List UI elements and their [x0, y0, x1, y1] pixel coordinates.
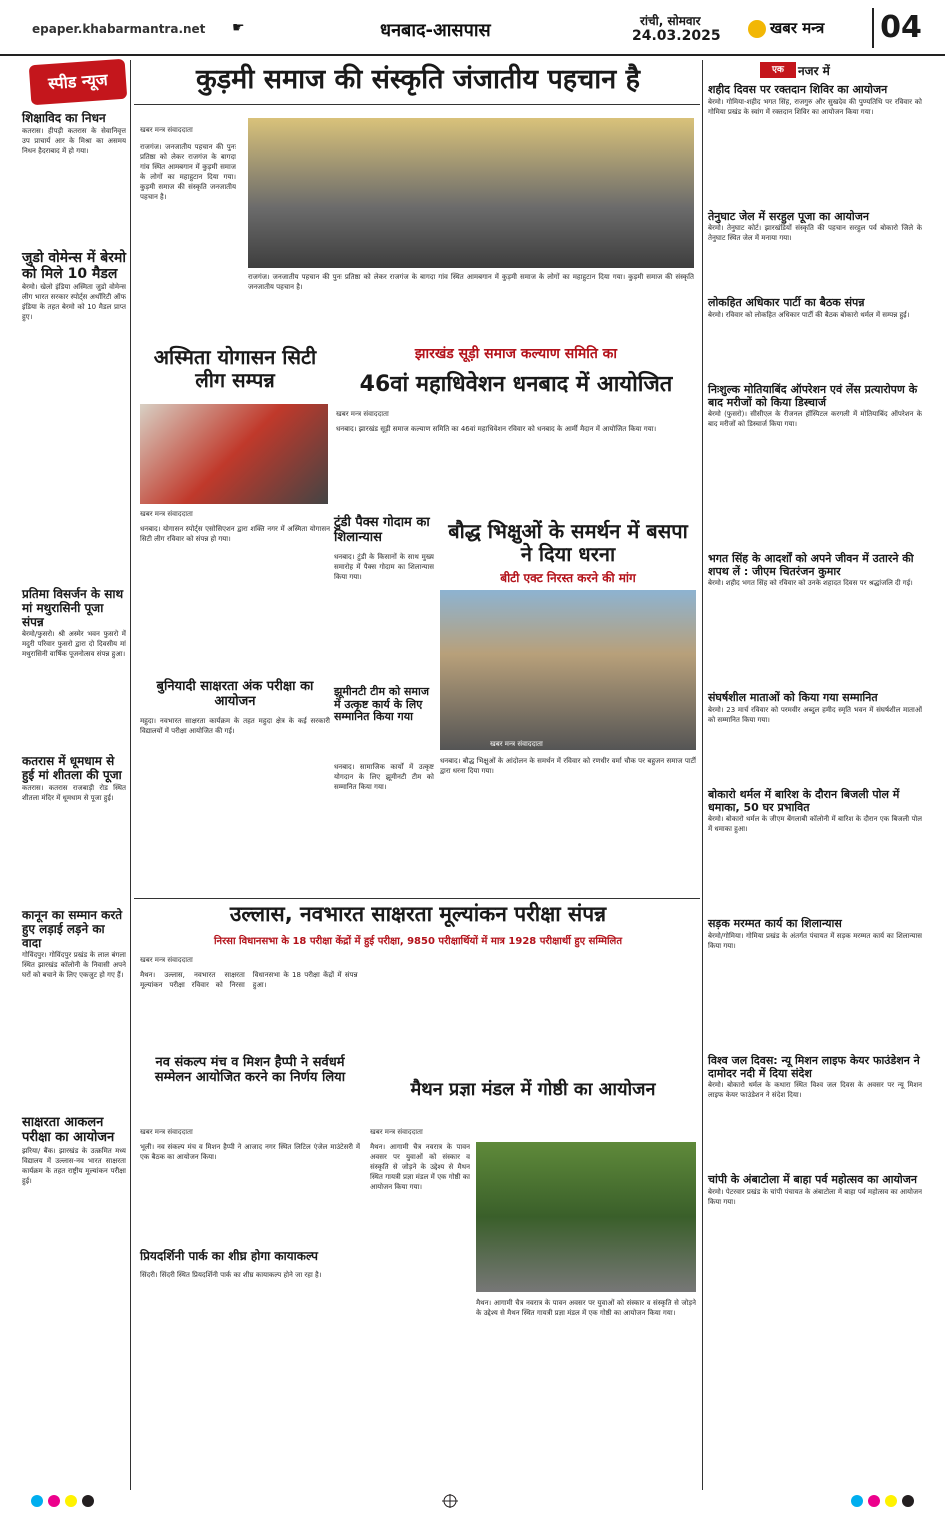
- byline: खबर मन्त्र संवाददाता: [370, 1128, 423, 1136]
- news-title: संघर्षशील माताओं को किया गया सम्मानित: [708, 691, 878, 705]
- news-title: तेनुघाट जेल में सरहुल पूजा का आयोजन: [708, 209, 869, 223]
- headline-team-honour: झूमीनटी टीम को समाज में उत्कृष्ट कार्य के लिए सम्मानित किया गया: [334, 685, 430, 724]
- column-rule: [130, 60, 131, 1490]
- news-title: भगत सिंह के आदर्शों को अपने जीवन में उतारने की शपथ लें : जीएम चितरंजन कुमार: [708, 552, 914, 578]
- pointer-icon: ☛: [232, 20, 245, 36]
- news-item: [708, 384, 922, 549]
- byline: खबर मन्त्र संवाददाता: [490, 740, 543, 748]
- news-item: [708, 211, 922, 294]
- news-body: बेरमो। बोकारो थर्मल के कथारा स्थित विश्व जल दिवस के अवसर पर न्यू मिशन लाइफ केयर फाउंडेशन ने संदेश दिया।: [708, 1081, 922, 1100]
- article-maithan-body: मैथन। आगामी चैत्र नवरात्र के पावन अवसर पर युवाओं को संस्कार व संस्कृति से जोड़ने के उद्देश्य से मैथन स्थित गायत्री प्रज्ञा मंडल में एक गोष्ठी का आयोजन किया गया।: [370, 1143, 470, 1191]
- news-item: [22, 250, 126, 582]
- news-body: बेरमो। तेनुघाट कोर्ट। झारखंडियों संस्कृति की पहचान सरहुल पर्व बोकारो जिले के तेनुघाट स्थित जेल में मनाया गया।: [708, 224, 922, 243]
- speed-news-badge: स्पीड न्यूज: [29, 59, 128, 106]
- news-body: बेरमो। रविवार को लोकहित अधिकार पार्टी की बैठक बोकारो थर्मल में सम्पन्न हुई।: [708, 310, 910, 319]
- right-news-list: [708, 84, 922, 1277]
- news-item: [708, 1174, 922, 1277]
- news-body: बेरमो/गोमिया। गोमिया प्रखंड के अंतर्गत पंचायत में सड़क मरम्मत कार्य का शिलान्यास किया गया।: [708, 932, 922, 951]
- news-body: बेरमो (फुसरो)। सीसीएल के रीजनल हॉस्पिटल करगली में मोतियाबिंद ऑपरेशन के बाद मरीजों को डिस्चार्ज किया गया।: [708, 410, 922, 429]
- left-news-list: [22, 112, 126, 1446]
- rule: [134, 104, 700, 105]
- article-kudmi-continued: राजगंज। जनजातीय पहचान की पुनः प्रतिष्ठा को लेकर राजगंज के बागदा गांव स्थित आमबगान में कुड़मी समाज के लोगों का महाहुटान दिया गया। कुड़मी समाज की संस्कृति जनजातीय पहचान है।: [248, 273, 694, 291]
- news-title: प्रतिमा विसर्जन के साथ मां मथुरासिनी पूजा संपन्न: [22, 586, 124, 629]
- article-godown-body: धनबाद। टुंडी के किसानों के साथ मुख्य समारोह में पैक्स गोदाम का शिलान्यास किया गया।: [334, 553, 434, 581]
- epaper-url[interactable]: epaper.khabarmantra.net: [32, 22, 206, 36]
- photo-dharna: [440, 590, 696, 750]
- news-body: बेरमो। शहीद भगत सिंह को रविवार को उनके शहादत दिवस पर श्रद्धांजलि दी गई।: [708, 579, 913, 588]
- news-body: बेरमो/फुसरो। श्री अस्मेर भवन फुसरो में मदुरी परिवार फुसरो द्वारा दो दिवसीय मां मथुरासिनी वार्षिक पूजनोत्सव संपन्न हुआ।: [22, 630, 126, 659]
- article-team-body: धनबाद। सामाजिक कार्यों में उत्कृष्ट योगदान के लिए झूमीनटी टीम को सम्मानित किया गया।: [334, 763, 434, 791]
- article-kudmi-body: राजगंज। जनजातीय पहचान की पुनः प्रतिष्ठा को लेकर राजगंज के बागदा गांव स्थित आमबगान में कुड़मी समाज के लोगों का महाहुटान दिया गया। कुड़मी समाज की संस्कृति जनजातीय पहचान है।: [140, 143, 236, 201]
- news-item: [22, 755, 126, 903]
- news-item: [22, 1116, 126, 1446]
- edition-date: 24.03.2025: [632, 28, 721, 44]
- news-item: [22, 588, 126, 749]
- ek-najar-label: नजर में: [798, 64, 830, 78]
- headline-maithan: मैथन प्रज्ञा मंडल में गोष्ठी का आयोजन: [410, 1079, 656, 1100]
- brand-logo-icon: [748, 20, 766, 38]
- news-title: जुडो वोमेन्स में बेरमो को मिले 10 मैडल: [22, 249, 126, 282]
- news-title: साक्षरता आकलन परीक्षा का आयोजन: [22, 1115, 115, 1146]
- news-title: सड़क मरम्मत कार्य का शिलान्यास: [708, 917, 842, 931]
- headline-yoga: अस्मिता योगासन सिटी लीग सम्पन्न: [153, 345, 317, 392]
- section-title: धनबाद-आसपास: [380, 20, 491, 41]
- news-item: [708, 918, 922, 1051]
- news-title: शहीद दिवस पर रक्तदान शिविर का आयोजन: [708, 83, 888, 96]
- subhead-bt-act: बीटी एक्ट निरस्त करने की मांग: [500, 571, 636, 585]
- news-body: कतरास। कतरास राजबाड़ी रोड स्थित शीतला मंदिर में धूमधाम से पूजा हुई।: [22, 783, 126, 802]
- subhead-ullas: निरसा विधानसभा के 18 परीक्षा केंद्रों में हुई परीक्षा, 9850 परीक्षार्थियों में मात्र 1928 परीक्षार्थी हुए सम्मिलित: [213, 936, 623, 947]
- article-maithan-continued: मैथन। आगामी चैत्र नवरात्र के पावन अवसर पर युवाओं को संस्कार व संस्कृति से जोड़ने के उद्देश्य से मैथन स्थित गायत्री प्रज्ञा मंडल में एक गोष्ठी का आयोजन किया गया।: [476, 1299, 696, 1317]
- article-sarvadharm-body: भूली। नव संकल्प मंच व मिशन हैप्पी ने आजाद नगर स्थित लिटिल एंजेल माउंटेसरी में एक बैठक का आयोजन किया।: [140, 1143, 360, 1161]
- news-item: [22, 112, 126, 244]
- edition-place: रांची, सोमवार: [640, 14, 701, 28]
- headline-sarvadharm: नव संकल्प मंच व मिशन हैप्पी ने सर्वधर्म सम्मेलन आयोजित करने का निर्णय लिया: [154, 1055, 346, 1085]
- byline: खबर मन्त्र संवाददाता: [140, 126, 193, 134]
- article-park-body: सिंदरी। सिंदरी स्थित प्रियदर्शिनी पार्क का शीघ्र कायाकल्प होने जा रहा है।: [140, 1271, 322, 1279]
- news-body: बेरमो। बोकारो थर्मल के जीएम बेंगलाबी कॉलोनी में बारिश के दौरान एक बिजली पोल में धमाका हुआ।: [708, 815, 922, 834]
- news-body: बेरमो। खेलो इंडिया अस्मिता जुडो वोमेन्स लीग भारत सरकार स्पोर्ट्स अथॉरिटी ऑफ इंडिया के तहत बेरमो को 10 मैडल प्राप्त हुए।: [22, 282, 126, 321]
- photo-kudmi-stage: [248, 118, 694, 268]
- photo-maithan-gathering: [476, 1142, 696, 1292]
- headline-bsp-dharna: बौद्ध भिक्षुओं के समर्थन में बसपा ने दिया धरना: [448, 519, 688, 566]
- news-item: [708, 692, 922, 785]
- column-rule: [702, 60, 703, 1490]
- news-item: [708, 553, 922, 688]
- article-ullas-body: मैथन। उल्लास, नवभारत साक्षरता मूल्यांकन परीक्षा रविवार को निरसा विधानसभा के 18 परीक्षा केंद्रों में संपन्न हुआ।: [140, 971, 358, 989]
- news-title: शिक्षाविद का निधन: [22, 111, 106, 125]
- news-title: विश्व जल दिवस: न्यू मिशन लाइफ केयर फाउंडेशन ने दामोदर नदी में दिया संदेश: [708, 1054, 920, 1080]
- news-title: कतरास में धूमधाम से हुई मां शीतला की पूजा: [22, 754, 122, 783]
- news-item: [22, 909, 126, 1110]
- headline-godown: टुंडी पैक्स गोदाम का शिलान्यास: [334, 515, 430, 545]
- news-body: बेरमो। पेटरवार प्रखंड के चांपी पंचायत के अंबाटोला में बाहा पर्व महोत्सव का आयोजन किया गया।: [708, 1187, 922, 1206]
- headline-literacy-exam: बुनियादी साक्षरता अंक परीक्षा का आयोजन: [156, 679, 314, 709]
- news-title: चांपी के अंबाटोला में बाहा पर्व महोत्सव का आयोजन: [708, 1173, 918, 1187]
- news-body: झरिया/ बैंक। झारखंड के उत्क्रमित मध्य विद्यालय में उल्लास-नव भारत साक्षरता कार्यक्रम के तहत राष्ट्रीय मूल्यांकन परीक्षा हुई।: [22, 1147, 126, 1186]
- news-body: बेरमो। गोमिया-शहीद भगत सिंह, राजगुरु और सुखदेव की पुण्यतिथि पर रविवार को गोमिया प्रखंड के स्वांग में रक्तदान शिविर का आयोजन किया गया।: [708, 97, 922, 116]
- byline: खबर मन्त्र संवाददाता: [336, 410, 389, 418]
- headline-park: प्रियदर्शिनी पार्क का शीघ्र होगा कायाकल्प: [140, 1249, 318, 1263]
- news-title: कानून का सम्मान करते हुए लड़ाई लड़ने का वादा: [22, 907, 123, 950]
- registration-marks: [30, 1494, 915, 1508]
- ek-najar-tag: एक: [760, 62, 796, 78]
- brand-name: खबर मन्त्र: [770, 19, 825, 37]
- news-title: बोकारो थर्मल में बारिश के दौरान बिजली पोल में धमाका, 50 घर प्रभावित: [708, 788, 900, 814]
- news-item: [708, 297, 922, 380]
- byline: खबर मन्त्र संवाददाता: [140, 510, 193, 518]
- news-item: [708, 789, 922, 914]
- news-body: बेरमो। 23 मार्च रविवार को परमवीर अब्दुल हमीद स्मृति भवन में संघर्षशील माताओं को सम्मानित किया गया।: [708, 706, 922, 725]
- news-item: [708, 84, 922, 207]
- news-body: गोविंदपुर। गोविंदपुर प्रखंड के लाल बंगला स्थित झारखंड कॉलोनी के निवासी अपने घरों को बचाने के लिए एकजुट हो गए हैं।: [22, 951, 126, 980]
- page-number: 04: [872, 8, 928, 48]
- news-item: [708, 1055, 922, 1170]
- headline-kudmi: कुड़मी समाज की संस्कृति जंजातीय पहचान है: [196, 64, 640, 95]
- article-literacy-body: महुदा। नवभारत साक्षरता कार्यक्रम के तहत महुदा क्षेत्र के कई सरकारी विद्यालयों में परीक्षा आयोजित की गई।: [140, 717, 330, 735]
- headline-ullas: उल्लास, नवभारत साक्षरता मूल्यांकन परीक्षा संपन्न: [229, 902, 607, 926]
- news-title: लोकहित अधिकार पार्टी का बैठक संपन्न: [708, 296, 865, 310]
- news-body: कतरास। हीपड़ी कतरास के सेवानिवृत्त उप प्राचार्य आर के मिश्रा का असमय निधन हैदराबाद में हो गया।: [22, 126, 126, 155]
- article-sudi-body: धनबाद। झारखंड सूड़ी समाज कल्याण समिति का 46वां महाधिवेशन रविवार को धनबाद के आर्मी मैदान में आयोजित किया गया।: [336, 425, 657, 433]
- byline: खबर मन्त्र संवाददाता: [140, 1128, 193, 1136]
- article-yoga-body: धनबाद। योगासन स्पोर्ट्स एसोसिएशन द्वारा शक्ति नगर में अस्मिता योगासन सिटी लीग रविवार को संपन्न हो गया।: [140, 525, 330, 543]
- rule: [134, 898, 700, 899]
- news-title: निःशुल्क मोतियाबिंद ऑपरेशन एवं लेंस प्रत्यारोपण के बाद मरीजों को किया डिस्चार्ज: [708, 382, 918, 409]
- headline-sudi-kicker: झारखंड सूड़ी समाज कल्याण समिति का: [414, 346, 618, 362]
- byline: खबर मन्त्र संवाददाता: [140, 956, 193, 964]
- headline-sudi: 46वां महाधिवेशन धनबाद में आयोजित: [359, 372, 673, 397]
- article-bsp-body: धनबाद। बौद्ध भिक्षुओं के आंदोलन के समर्थन में रविवार को रणधीर वर्मा चौक पर बहुजन समाज पार्टी द्वारा धरना दिया गया।: [440, 757, 696, 775]
- photo-yoga: [140, 404, 328, 504]
